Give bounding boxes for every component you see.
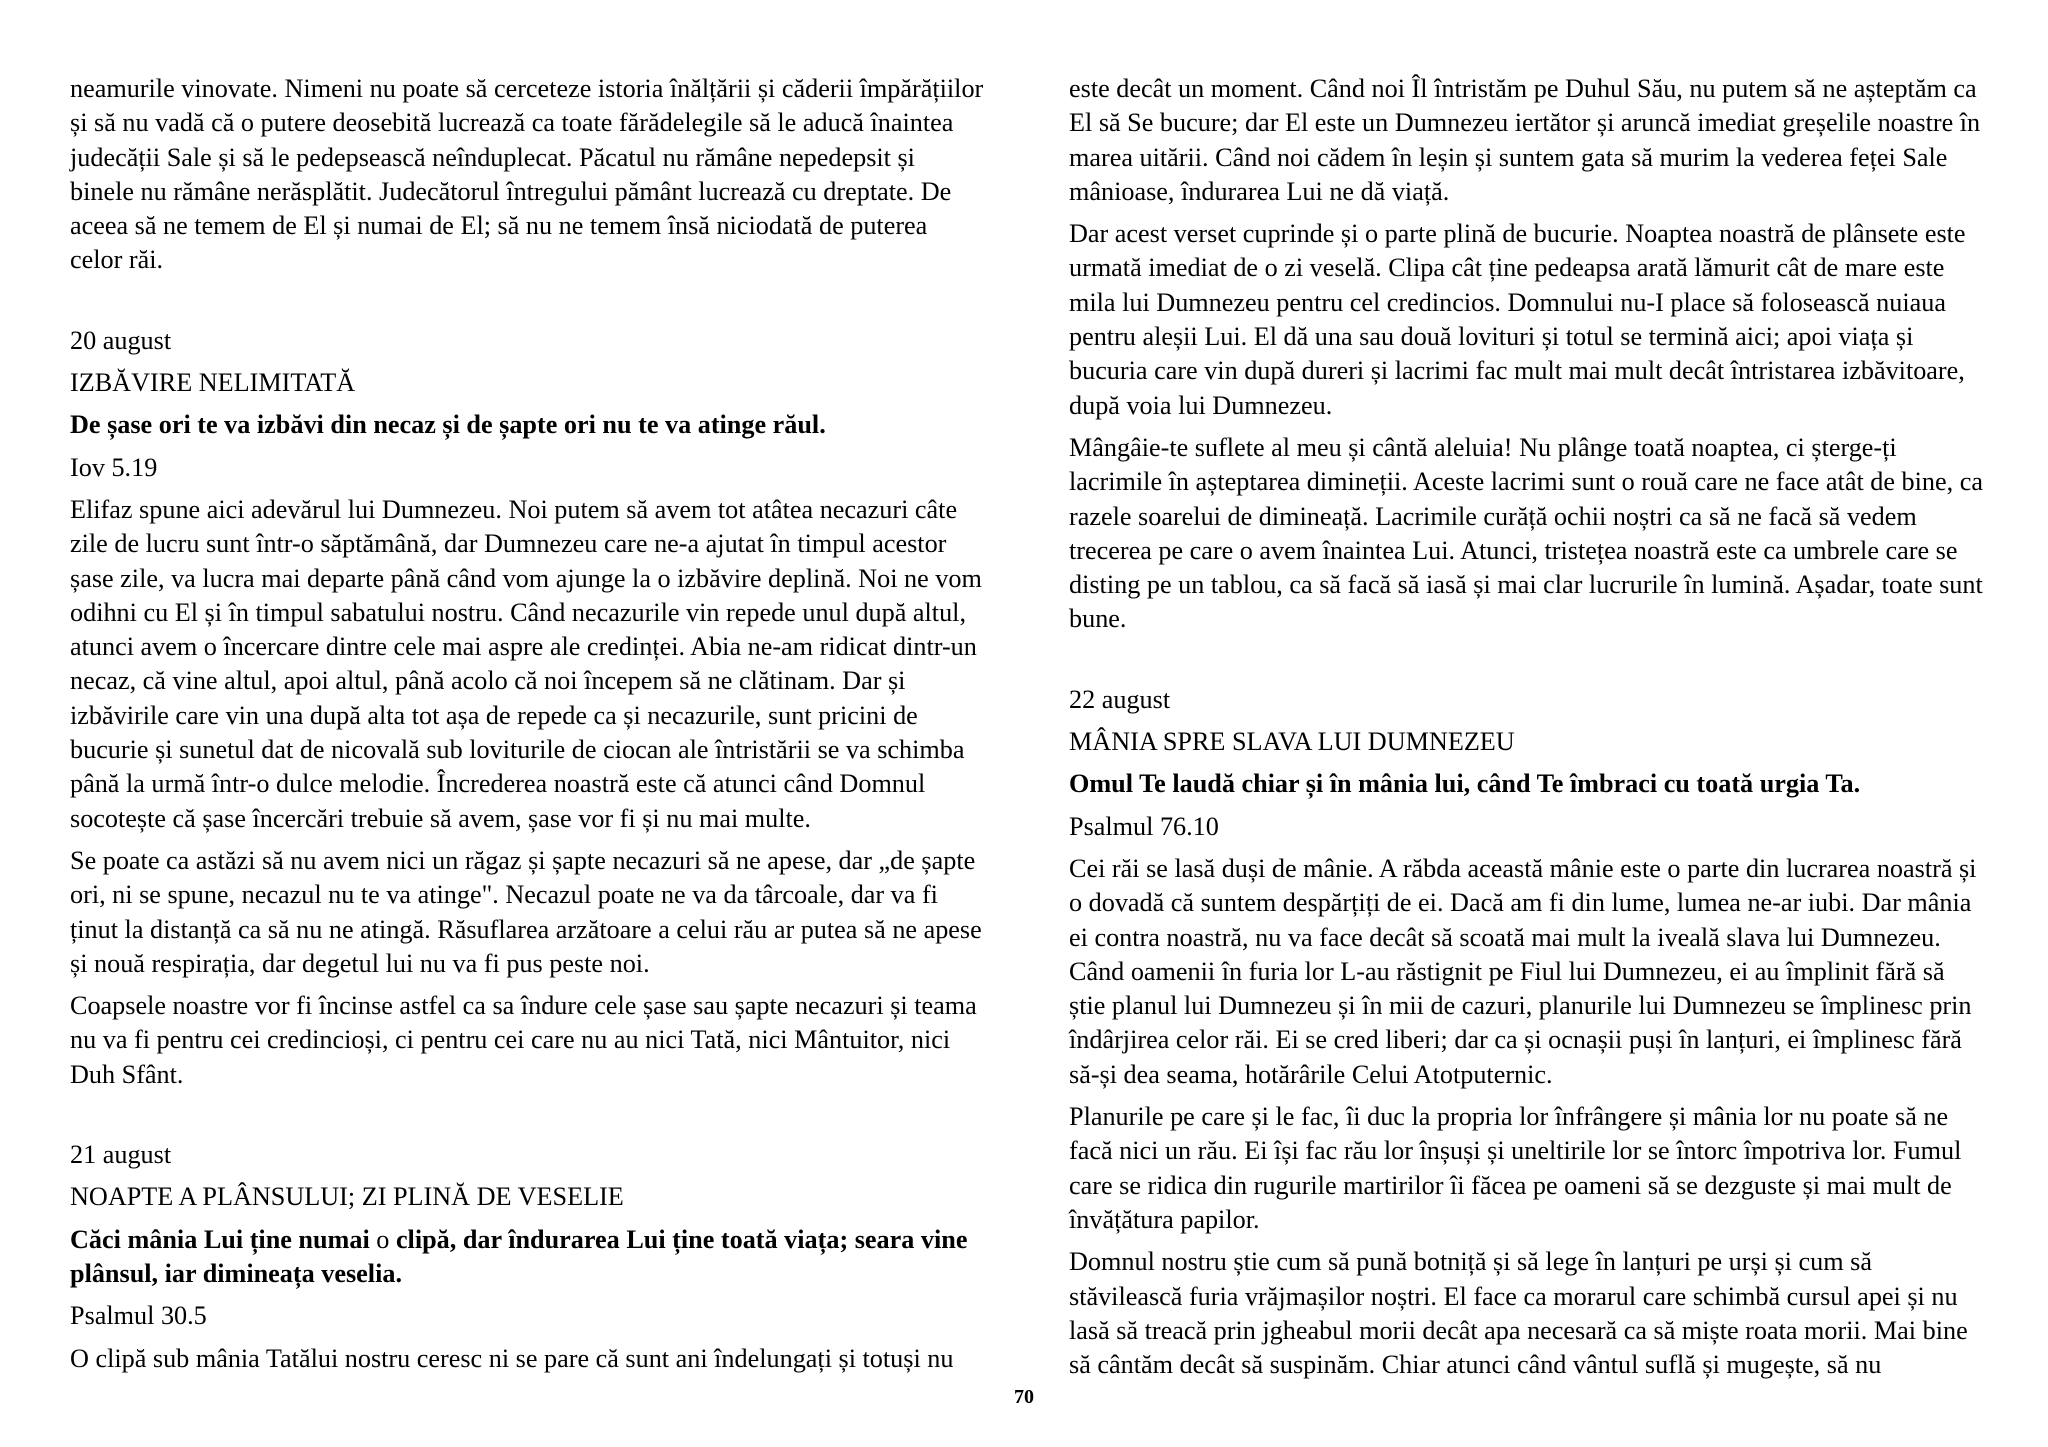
entry-paragraph: O clipă sub mânia Tatălui nostru ceresc ni se pare că sunt ani îndelungați și totuși nu — [70, 1343, 954, 1373]
entry-verse: Omul Te laudă chiar și în mânia lui, când Te îmbraci cu toată urgia Ta. — [1069, 769, 1861, 799]
entry-reference: Psalmul 76.10 — [1069, 811, 1219, 841]
entry-date: 21 august — [70, 1140, 172, 1170]
entry-paragraph: Cei răi se lasă duși de mânie. A răbda această mânie este o parte din lucrarea noastră și o dovadă că suntem despărțiți de ei. Dacă am fi din lume, lumea ne-ar iubi. Dar mânia ei contra noastră, nu va face decât să scoată mai mult la iveală slava lui Dumnezeu. Când oamenii în furia lor L-au răstignit pe Fiul lui Dumnezeu, ei au împlinit fără să știe planul lui Dumnezeu și în mii de cazuri, planurile lui Dumnezeu se împlinesc prin îndârjirea celor răi. Ei se cred liberi; dar ca și ocnașii puși în lanțuri, ei împlinesc fără să-și dea seama, hotărârile Celui Atotputernic. — [1069, 853, 1977, 1089]
entry-date: 22 august — [1069, 684, 1171, 714]
entry-heading: NOAPTE A PLÂNSULUI; ZI PLINĂ DE VESELIE — [70, 1182, 624, 1212]
entry-heading: MÂNIA SPRE SLAVA LUI DUMNEZEU — [1069, 727, 1515, 757]
verse-part-2: clipă, dar îndurarea Lui ține toată viața; seara vine plânsul, iar dimineața veselia. — [70, 1224, 968, 1288]
section-spacer — [1069, 645, 1983, 683]
entry-verse: De șase ori te va izbăvi din necaz și de șapte ori nu te va atinge răul. — [70, 410, 826, 440]
right-column — [1069, 72, 1983, 1390]
entry-paragraph: Planurile pe care și le fac, îi duc la propria lor înfrângere și mânia lor nu poate să ne facă nici un rău. Ei își fac rău lor înșuși și uneltirile lor se întorc împotriva lor. Fumul care se ridica din rugurile martirilor îi făcea pe oameni să se dezguste și mai mult de învățătura papilor. — [1069, 1102, 1962, 1234]
verse-part-1: Căci mânia Lui ține numai — [70, 1224, 370, 1254]
continued-paragraph: este decât un moment. Când noi Îl întristăm pe Duhul Său, nu putem să ne așteptăm ca El să Se bucure; dar El este un Dumnezeu iertător și aruncă imediat greșelile noastre în marea uitării. Când noi cădem în leșin și suntem gata să murim la vederea feței Sale mânioase, îndurarea Lui ne dă viață. — [1069, 74, 1981, 206]
continued-paragraph: neamurile vinovate. Nimeni nu poate să cerceteze istoria înălțării și căderii împărățiilor și să nu vadă că o putere deosebită lucrează ca toate fărădelegile să le aducă înaintea judecății Sale și să le pedepsească neînduplecat. Păcatul nu rămâne nepedepsit și binele nu rămâne nerăsplătit. Judecătorul întregului pământ lucrează cu dreptate. De aceea să ne temem de El și numai de El; să nu ne temem însă niciodată de puterea celor răi. — [70, 74, 984, 275]
continued-paragraph: Mângâie-te suflete al meu și cântă aleluia! Nu plânge toată noaptea, ci șterge-ți lacrimile în așteptarea dimineții. Aceste lacrimi sunt o rouă care ne face atât de bine, ca razele soarelui de dimineață. Lacrimile curăță ochii noștri ca să ne facă să vedem trecerea pe care o avem înaintea Lui. Atunci, tristețea noastră este ca umbrele care se disting pe un tablou, ca să facă să iasă și mai clar lucrurile în lumină. Așadar, toate sunt bune. — [1069, 432, 1983, 634]
entry-paragraph: Domnul nostru știe cum să pună botniță și să lege în lanțuri pe urși și cum să stăvilească furia vrăjmașilor noștri. El face ca morarul care schimbă cursul apei și nu lasă să treacă prin jgheabul morii decât apa necesară ca să miște roata morii. Mai bine să cântăm decât să suspinăm. Chiar atunci când vântul suflă și mugește, să nu — [1069, 1247, 1968, 1380]
entry-reference: Iov 5.19 — [70, 452, 158, 482]
entry-date: 20 august — [70, 325, 172, 355]
continued-paragraph: Dar acest verset cuprinde și o parte plină de bucurie. Noaptea noastră de plânsete este urmată imediat de o zi veselă. Clipa cât ține pedeapsa arată lămurit cât de mare este mila lui Dumnezeu pentru cel credincios. Domnului nu-I place să folosească nuiaua pentru aleșii Lui. El dă una sau două lovituri și totul se termină aici; apoi viața și bucuria care vin după dureri și lacrimi fac mult mai mult decât întristarea izbăvitoare, după voia lui Dumnezeu. — [1069, 219, 1966, 420]
entry-reference: Psalmul 30.5 — [70, 1301, 207, 1331]
entry-paragraph: Elifaz spune aici adevărul lui Dumnezeu. Noi putem să avem tot atâtea necazuri câte zile de lucru sunt într-o săptămână, dar Dumnezeu care ne-a ajutat în timpul acestor șase zile, va lucra mai departe până când vom ajunge la o izbăvire deplină. Noi ne vom odihni cu El și în timpul sabatului nostru. Când necazurile vin repede unul după altul, atunci avem o încercare dintre cele mai aspre ale credinței. Abia ne-am ridicat dintr-un necaz, că vine altul, apoi altul, până acolo că noi începem să ne clătinam. Dar și izbăvirile care vin una după alta tot așa de repede ca și necazurile, sunt pricini de bucurie și sunetul dat de nicovală sub loviturile de ciocan ale întristării se va schimba până la urmă într-o dulce melodie. Încrederea noastră este că atunci când Domnul socotește că șase încercări trebuie să avem, șase vor fi și nu mai multe. — [70, 494, 982, 833]
entry-verse — [70, 1223, 984, 1292]
section-spacer — [70, 286, 984, 324]
entry-heading: IZBĂVIRE NELIMITATĂ — [70, 368, 356, 398]
left-column — [70, 72, 984, 1384]
verse-connector: o — [369, 1224, 396, 1254]
entry-paragraph: Coapsele noastre vor fi încinse astfel ca sa îndure cele șase sau șapte necazuri și teama nu va fi pentru cei credincioși, ci pentru cei care nu au nici Tată, nici Mântuitor, nici Duh Sfânt. — [70, 991, 977, 1089]
page-number: 70 — [1014, 1386, 1034, 1408]
section-spacer — [70, 1100, 984, 1138]
entry-paragraph: Se poate ca astăzi să nu avem nici un răgaz și șapte necazuri să ne apese, dar „de șapte ori, ni se spune, necazul nu te va atinge". Necazul poate ne va da târcoale, dar va fi ținut la distanță ca să nu ne atingă. Răsuflarea arzătoare a celui rău ar putea să ne apese și nouă respirația, dar degetul lui nu va fi pus peste noi. — [70, 845, 982, 978]
